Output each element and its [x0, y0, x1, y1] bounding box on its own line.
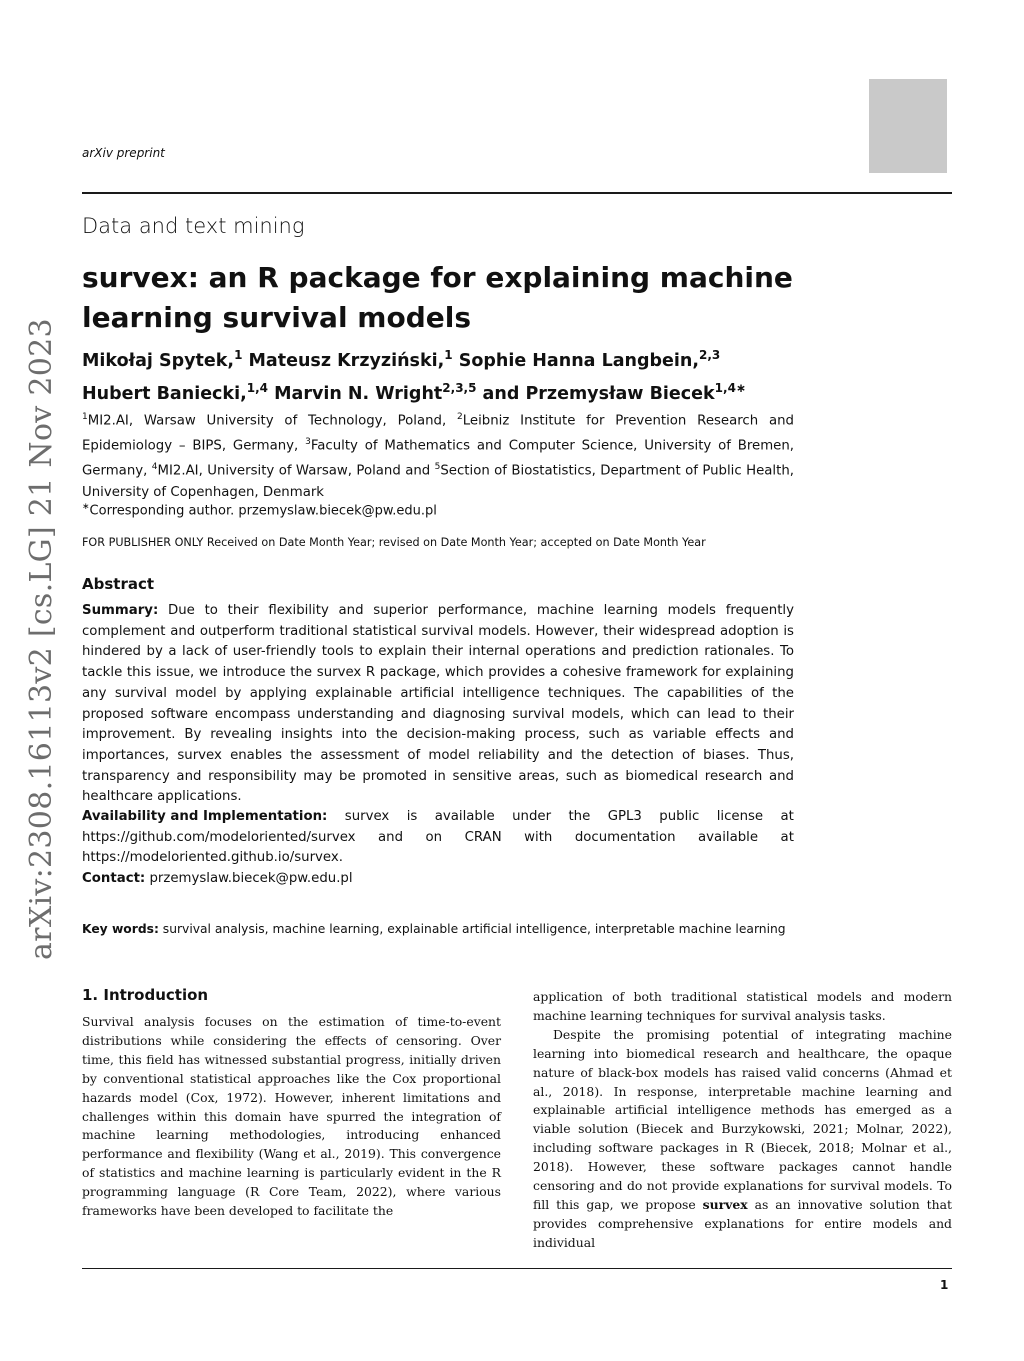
corresponding-text: Corresponding author. przemyslaw.biecek@pw.edu.pl [89, 503, 437, 519]
author-name: Hubert Baniecki, [82, 383, 247, 404]
journal-logo-placeholder [869, 79, 947, 173]
availability-word: documentation [574, 829, 676, 845]
introduction-heading: 1. Introduction [82, 986, 209, 1004]
availability-word: on [425, 829, 443, 845]
availability-word: at [780, 809, 794, 824]
affil-marker: 3 [305, 437, 311, 448]
corresponding-marker: ∗ [82, 502, 90, 512]
affiliation-text: Section of Biostatistics, Department of Public Health, University of Copenhagen, Denmark [82, 463, 794, 500]
documentation-link[interactable]: https://modeloriented.github.io/survex. [82, 850, 343, 866]
summary-label: Summary: [82, 603, 159, 618]
section-label: Data and text mining [82, 214, 305, 238]
availability-word: available [698, 829, 759, 845]
affil-marker: 1 [82, 412, 88, 422]
author-affil-marker: 1 [444, 348, 453, 362]
author-affil-marker: 1,4∗ [714, 380, 746, 395]
affiliation-text: MI2.AI, University of Warsaw, Poland and [157, 463, 431, 479]
affil-marker: 2 [457, 412, 463, 422]
paragraph [533, 1026, 952, 1253]
author-name: Mateusz Krzyziński, [248, 350, 445, 371]
author-affil-marker: 2,3 [699, 348, 721, 362]
abstract-summary [82, 601, 794, 808]
availability-word: GPL3 [607, 809, 642, 824]
contact-email[interactable]: przemyslaw.biecek@pw.edu.pl [149, 871, 353, 887]
paper-title: survex: an R package for explaining machine learning survival models [82, 261, 793, 334]
paragraph-text: Despite the promising potential of integrating machine learning into biomedical research and healthcare, the opaque nature of black-box models has raised valid concerns (Ahmad et al., 2018). In response, interpretable machine learning and explainable artificial intelligence methods has emerged as a viable solution (Biecek and Burzykowski, 2021; Molnar, 2022), including software packages in R (Biecek, 2018; Molnar et al., 2018). However, these software packages cannot handle censoring and do not provide explanations for survival models. To fill this gap, we propose [533, 1026, 952, 1212]
header-rule [82, 192, 952, 194]
availability-label: Availability and Implementation: [82, 809, 328, 824]
author-conjunction: and [482, 383, 520, 404]
publisher-dates: FOR PUBLISHER ONLY Received on Date Month Year; revised on Date Month Year; accepted on Date Month Year [82, 536, 706, 549]
availability-word: with [524, 829, 553, 845]
availability-word: is [406, 809, 418, 824]
introduction-right-column [533, 988, 952, 1253]
availability-word: public [659, 809, 700, 824]
keywords-line [82, 922, 786, 936]
affiliation-text: Leibniz Institute for Prevention Research and Epidemiology – BIPS, Germany, [82, 413, 794, 454]
availability-word: license [716, 809, 764, 824]
author-affil-marker: 2,3,5 [442, 380, 477, 395]
affil-marker: 4 [151, 462, 158, 473]
availability-word: and [378, 829, 404, 845]
arxiv-identifier: arXiv:2308.16113v2 [cs.LG] 21 Nov 2023 [24, 318, 59, 960]
introduction-left-column [82, 1013, 501, 1221]
paragraph: Survival analysis focuses on the estimation of time-to-event distributions while considering the effects of censoring. Over time, this field has witnessed substantial progress, initially driven by conventional statistical approaches like the Cox proportional hazards model (Cox, 1972). However, inherent limitations and challenges within this domain have spurred the integration of machine learning methodologies, introducing enhanced performance and flexibility (Wang et al., 2019). This convergence of statistics and machine learning is particularly evident in the R programming language (R Core Team, 2022), where various frameworks have been developed to facilitate the [82, 1014, 501, 1219]
footer-rule [82, 1268, 952, 1269]
author-name: Sophie Hanna Langbein, [458, 350, 700, 371]
preprint-label: arXiv preprint [82, 146, 165, 160]
availability-word: available [434, 809, 495, 824]
paragraph: application of both traditional statistical models and modern machine learning techniques for survival analysis tasks. [533, 989, 952, 1023]
availability-word: under [512, 809, 552, 824]
availability-word: at [780, 829, 794, 845]
availability-word: the [568, 809, 591, 824]
author-name: Przemysław Biecek [525, 383, 715, 404]
page-number: 1 [940, 1278, 949, 1292]
affiliations [82, 407, 794, 503]
affil-marker: 5 [434, 462, 441, 473]
availability-word: CRAN [464, 829, 502, 845]
contact-label: Contact: [82, 871, 146, 887]
summary-text: Due to their flexibility and superior performance, machine learning models frequently complement and outperform traditional statistical survival models. However, their widespread adoption is hindered by a lack of user-friendly tools to explain their internal operations and prediction rationales. To tackle this issue, we introduce the survex R package, which provides a cohesive framework for explaining any survival model by applying explainable artificial intelligence techniques. The capabilities of the proposed software encompass understanding and diagnosing survival models, which can lead to their improvement. By revealing insights into the decision-making process, such as variable effects and importances, survex enables the assessment of model reliability and the detection of biases. Thus, transparency and responsibility may be promoted in sensitive areas, such as biomedical research and healthcare applications. [82, 603, 794, 805]
author-affil-marker: 1 [234, 348, 243, 362]
author-affil-marker: 1,4 [246, 380, 268, 395]
availability-line [82, 828, 794, 849]
abstract-heading: Abstract [82, 575, 155, 593]
affiliation-text: Faculty of Mathematics and Computer Science, University of Bremen, Germany, [82, 438, 794, 479]
author-name: Mikołaj Spytek, [82, 350, 235, 371]
corresponding-author [82, 502, 437, 518]
availability-section [82, 807, 794, 890]
github-link[interactable]: https://github.com/modeloriented/survex [82, 829, 356, 845]
keywords-label: Key words: [82, 922, 159, 936]
author-name: Marvin N. Wright [274, 383, 443, 404]
package-name: survex [702, 1196, 748, 1212]
availability-line [82, 807, 794, 828]
paragraph-text: as an innovative solution that provides comprehensive explanations for entire models and individual [533, 1196, 952, 1250]
author-list [82, 342, 842, 408]
affiliation-text: MI2.AI, Warsaw University of Technology, Poland, [87, 413, 447, 429]
availability-word: survex [344, 809, 390, 824]
keywords-text: survival analysis, machine learning, explainable artificial intelligence, interpretable machine learning [162, 922, 786, 936]
contact-line [82, 869, 794, 890]
